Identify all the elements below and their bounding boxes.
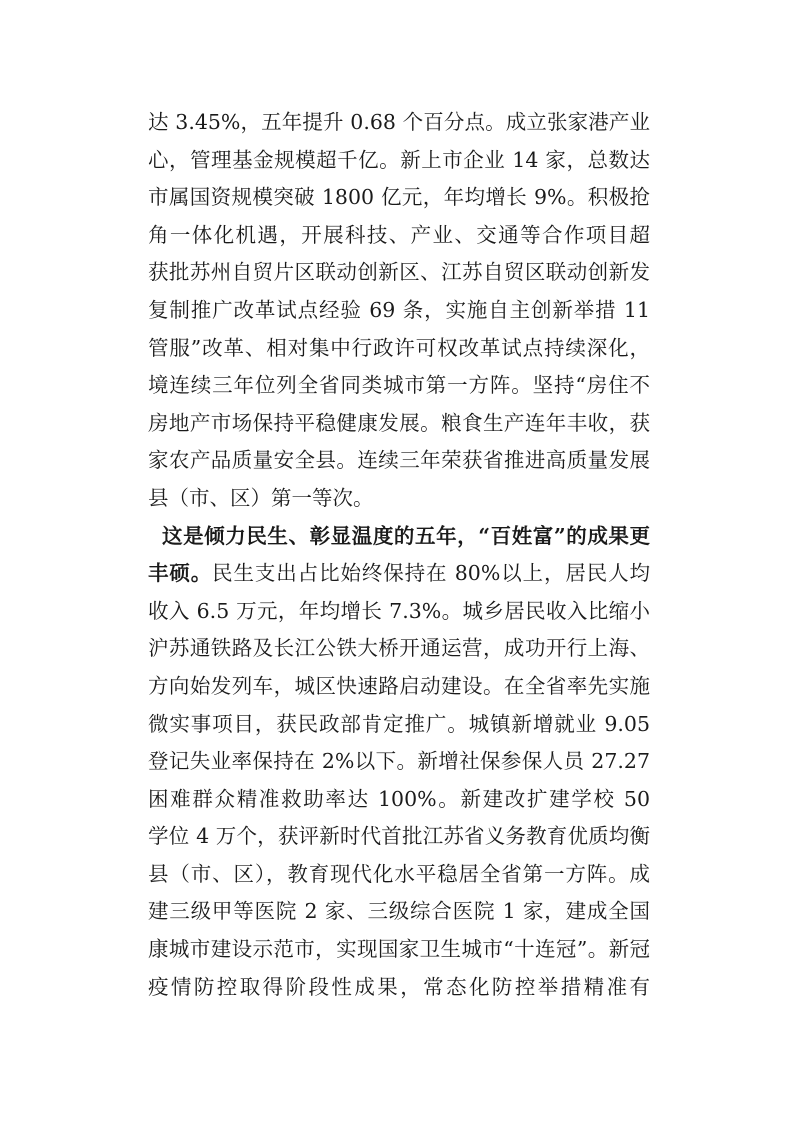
text-line: [148, 217, 650, 255]
text-line: [148, 630, 650, 668]
body-text: 康城市建设示范市，实现国家卫生城市“十连冠”。新冠: [148, 937, 650, 962]
text-line: [148, 706, 650, 744]
text-line: [148, 668, 650, 706]
text-line: [148, 292, 650, 330]
body-text: 市属国资规模突破 1800 亿元，年均增长 9%。积极抢: [148, 185, 650, 210]
body-text: 县（市、区）第一等次。: [148, 485, 374, 510]
bold-lead-sentence: 丰硕。: [148, 561, 213, 586]
body-text: 建三级甲等医院 2 家、三级综合医院 1 家，建成全国: [148, 899, 650, 924]
body-text: 角一体化机遇，开展科技、产业、交通等合作项目超: [148, 222, 650, 247]
body-text: 获批苏州自贸片区联动创新区、江苏自贸区联动创新发: [148, 260, 650, 285]
text-line: [148, 254, 650, 292]
body-text: 收入 6.5 万元，年均增长 7.3%。城乡居民收入比缩小: [148, 598, 650, 623]
body-text: 学位 4 万个，获评新时代首批江苏省义务教育优质均衡: [148, 824, 650, 849]
text-line: [148, 179, 650, 217]
document-page: [148, 104, 650, 1006]
body-text: 境连续三年位列全省同类城市第一方阵。坚持“房住不: [148, 373, 650, 398]
text-line: [148, 781, 650, 819]
text-line: [148, 330, 650, 368]
body-text: 房地产市场保持平稳健康发展。粮食生产连年丰收，获: [148, 410, 650, 435]
text-line: [148, 893, 650, 931]
body-text: 县（市、区），教育现代化水平稳居全省第一方阵。成: [148, 861, 650, 886]
text-line: [148, 818, 650, 856]
text-line: [148, 518, 650, 556]
text-line: [148, 442, 650, 480]
text-line: [148, 931, 650, 969]
text-line: [148, 555, 650, 593]
text-line: [148, 969, 650, 1007]
text-line: [148, 743, 650, 781]
body-text: 沪苏通铁路及长江公铁大桥开通运营，成功开行上海、: [148, 636, 650, 661]
body-text: 方向始发列车，城区快速路启动建设。在全省率先实施: [148, 673, 650, 698]
body-text: 管服”改革、相对集中行政许可权改革试点持续深化，: [148, 335, 650, 360]
text-line: [148, 142, 650, 180]
body-text: 疫情防控取得阶段性成果，常态化防控举措精准有: [148, 974, 650, 999]
paragraph: [148, 104, 650, 518]
body-text: 心，管理基金规模超千亿。新上市企业 14 家，总数达: [148, 147, 650, 172]
body-text: 微实事项目，获民政部肯定推广。城镇新增就业 9.05: [148, 711, 650, 736]
body-text: 民生支出占比始终保持在 80%以上，居民人均: [212, 561, 650, 586]
bold-lead-sentence: 这是倾力民生、彰显温度的五年，“百姓富”的成果更: [162, 523, 650, 548]
body-text: 登记失业率保持在 2%以下。新增社保参保人员 27.27: [148, 749, 650, 774]
text-line: [148, 367, 650, 405]
body-text: 困难群众精准救助率达 100%。新建改扩建学校 50: [148, 786, 650, 811]
text-line: [148, 593, 650, 631]
text-line: [148, 405, 650, 443]
text-line: [148, 480, 650, 518]
body-text: 家农产品质量安全县。连续三年荣获省推进高质量发展: [148, 448, 650, 473]
text-line: [148, 856, 650, 894]
text-line: [148, 104, 650, 142]
body-text: 复制推广改革试点经验 69 条，实施自主创新举措 11: [148, 297, 650, 322]
paragraph: [148, 518, 650, 1007]
body-text: 达 3.45%，五年提升 0.68 个百分点。成立张家港产业: [148, 110, 650, 134]
